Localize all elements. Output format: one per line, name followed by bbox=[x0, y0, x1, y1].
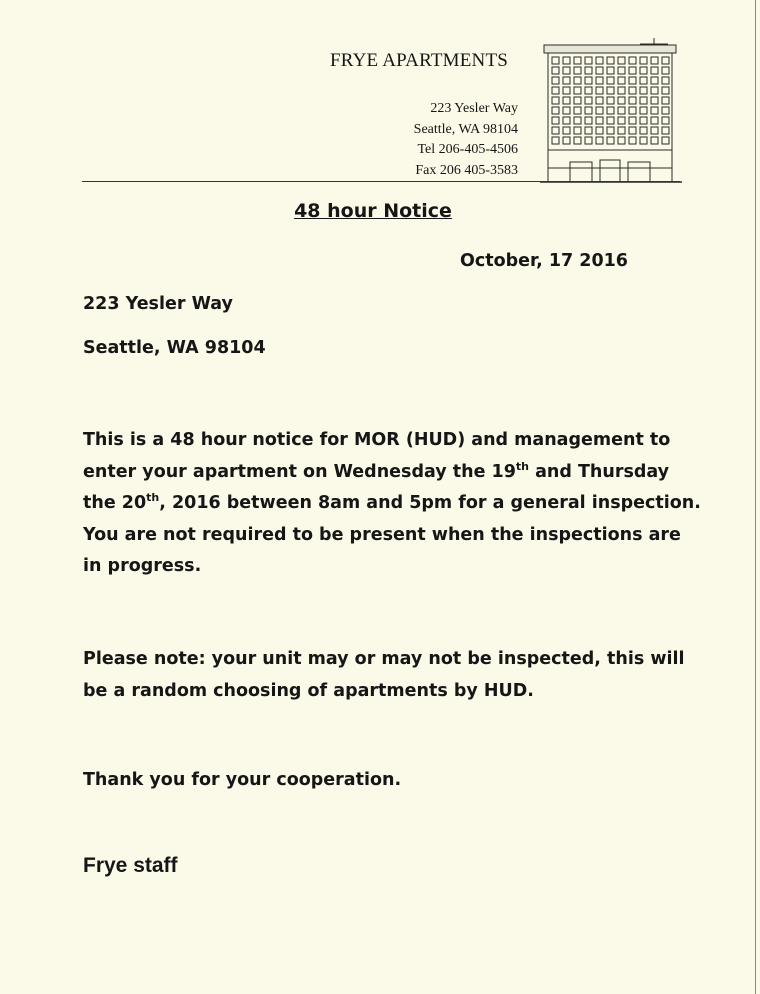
building-window bbox=[585, 77, 592, 84]
building-window bbox=[552, 57, 559, 64]
closing-line bbox=[83, 765, 703, 797]
paragraph-line: Thank you for your cooperation. bbox=[83, 770, 402, 790]
building-window bbox=[596, 87, 603, 94]
building-window bbox=[651, 77, 658, 84]
building-window bbox=[662, 57, 669, 64]
building-window bbox=[574, 57, 581, 64]
building-window bbox=[607, 77, 614, 84]
superscript: th bbox=[515, 459, 529, 473]
building-window bbox=[629, 137, 636, 144]
building-window bbox=[629, 67, 636, 74]
building-window bbox=[640, 87, 647, 94]
paragraph-line: be a random choosing of apartments by HUD. bbox=[83, 680, 534, 701]
building-window bbox=[552, 77, 559, 84]
letterhead-tel: Tel 206-405-4506 bbox=[417, 142, 518, 157]
building-window bbox=[651, 107, 658, 114]
text-run: and Thursday bbox=[528, 461, 670, 482]
building-window bbox=[662, 67, 669, 74]
building-window bbox=[563, 137, 570, 144]
notice-date: October, 17 2016 bbox=[460, 251, 628, 271]
building-window bbox=[618, 57, 625, 64]
paragraph-line bbox=[83, 457, 703, 489]
building-window bbox=[574, 127, 581, 134]
letterhead-city: Seattle, WA 98104 bbox=[413, 121, 518, 137]
building-window bbox=[563, 127, 570, 134]
building-window bbox=[574, 117, 581, 124]
building-window bbox=[585, 97, 592, 104]
building-window bbox=[618, 87, 625, 94]
building-window bbox=[651, 87, 658, 94]
company-name: FRYE APARTMENTS bbox=[330, 50, 509, 71]
building-window bbox=[662, 117, 669, 124]
building-window bbox=[640, 67, 647, 74]
building-window bbox=[563, 87, 570, 94]
building-window bbox=[640, 137, 647, 144]
building-window bbox=[640, 127, 647, 134]
paragraph-line: You are not required to be present when the inspections are bbox=[83, 524, 681, 545]
notice-paragraph-1 bbox=[83, 425, 703, 583]
building-window bbox=[585, 137, 592, 144]
building-window bbox=[629, 127, 636, 134]
building-window bbox=[629, 97, 636, 104]
building-window bbox=[651, 67, 658, 74]
building-window bbox=[552, 67, 559, 74]
building-window bbox=[552, 97, 559, 104]
building-window bbox=[662, 97, 669, 104]
notice-title: 48 hour Notice bbox=[294, 200, 452, 222]
building-window bbox=[629, 117, 636, 124]
building-window bbox=[662, 137, 669, 144]
building-window bbox=[607, 67, 614, 74]
building-window bbox=[651, 117, 658, 124]
letterhead-street: 223 Yesler Way bbox=[430, 101, 518, 116]
building-window bbox=[640, 117, 647, 124]
building-window bbox=[596, 117, 603, 124]
building-window bbox=[563, 77, 570, 84]
signature: Frye staff bbox=[83, 854, 178, 877]
building-window bbox=[640, 97, 647, 104]
paragraph-line bbox=[83, 488, 703, 520]
superscript: th bbox=[146, 491, 160, 504]
building-window bbox=[662, 77, 669, 84]
building-window bbox=[618, 97, 625, 104]
paragraph-line: Please note: your unit may or may not be inspected, this will bbox=[83, 649, 685, 669]
building-window bbox=[574, 107, 581, 114]
building-window bbox=[585, 67, 592, 74]
building-window bbox=[574, 77, 581, 84]
text-run: enter your apartment on Wednesday the 19 bbox=[83, 461, 516, 482]
paragraph-line: This is a 48 hour notice for MOR (HUD) and management to bbox=[83, 430, 671, 450]
building-window bbox=[585, 87, 592, 94]
text-run: , 2016 between 8am and 5pm for a general inspection. bbox=[159, 493, 701, 513]
building-window bbox=[651, 97, 658, 104]
building-window bbox=[618, 67, 625, 74]
building-window bbox=[607, 107, 614, 114]
building-window bbox=[596, 127, 603, 134]
building-window bbox=[563, 107, 570, 114]
building-window bbox=[574, 87, 581, 94]
letterhead-fax: Fax 206 405-3583 bbox=[415, 162, 518, 178]
building-window bbox=[585, 107, 592, 114]
building-windows bbox=[552, 57, 669, 144]
building-window bbox=[552, 107, 559, 114]
building-window bbox=[585, 117, 592, 124]
building-window bbox=[552, 117, 559, 124]
building-window bbox=[629, 107, 636, 114]
building-window bbox=[618, 137, 625, 144]
building-window bbox=[662, 127, 669, 134]
building-window bbox=[618, 107, 625, 114]
building-window bbox=[629, 77, 636, 84]
building-window bbox=[596, 107, 603, 114]
building-window bbox=[563, 57, 570, 64]
building-window bbox=[640, 107, 647, 114]
building-window bbox=[607, 57, 614, 64]
building-window bbox=[585, 127, 592, 134]
letterhead-divider bbox=[82, 181, 680, 182]
building-window bbox=[574, 67, 581, 74]
building-window bbox=[662, 107, 669, 114]
recipient-street: 223 Yesler Way bbox=[83, 294, 233, 314]
building-window bbox=[607, 127, 614, 134]
building-window bbox=[629, 57, 636, 64]
recipient-city: Seattle, WA 98104 bbox=[83, 338, 266, 358]
page-edge-line bbox=[755, 0, 756, 994]
building-window bbox=[552, 137, 559, 144]
building-window bbox=[563, 97, 570, 104]
building-window bbox=[607, 87, 614, 94]
building-window bbox=[607, 137, 614, 144]
building-window bbox=[640, 77, 647, 84]
building-window bbox=[618, 127, 625, 134]
building-window bbox=[596, 67, 603, 74]
building-window bbox=[651, 127, 658, 134]
building-window bbox=[552, 127, 559, 134]
building-window bbox=[618, 117, 625, 124]
building-window bbox=[651, 57, 658, 64]
building-window bbox=[563, 117, 570, 124]
building-window bbox=[596, 77, 603, 84]
building-window bbox=[629, 87, 636, 94]
paragraph-line: in progress. bbox=[83, 556, 202, 576]
building-window bbox=[651, 137, 658, 144]
building-window bbox=[563, 67, 570, 74]
building-window bbox=[640, 57, 647, 64]
building-window bbox=[552, 87, 559, 94]
building-window bbox=[574, 97, 581, 104]
building-window bbox=[618, 77, 625, 84]
building-window bbox=[585, 57, 592, 64]
letterhead-address bbox=[414, 99, 518, 181]
building-window bbox=[596, 137, 603, 144]
building-window bbox=[662, 87, 669, 94]
building-window bbox=[607, 117, 614, 124]
notice-paragraph-2 bbox=[83, 644, 703, 707]
text-run: the 20 bbox=[83, 493, 147, 513]
building-window bbox=[596, 57, 603, 64]
building-illustration-icon bbox=[540, 38, 682, 191]
building-window bbox=[574, 137, 581, 144]
building-window bbox=[607, 97, 614, 104]
building-window bbox=[596, 97, 603, 104]
